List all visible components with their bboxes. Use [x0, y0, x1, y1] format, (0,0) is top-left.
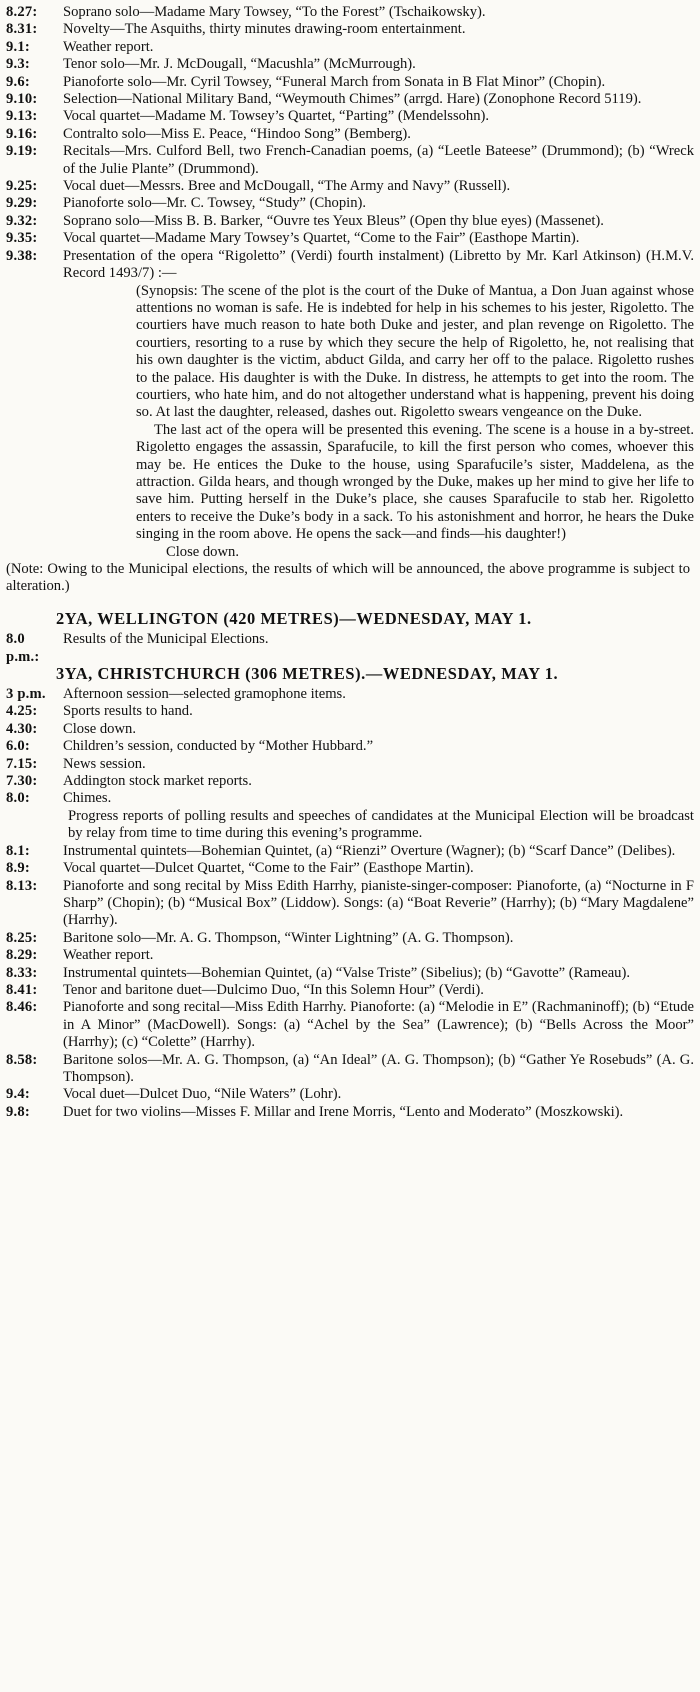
entry-time: 3 p.m.: [6, 686, 46, 703]
programme-entry: [6, 878, 694, 930]
entry-time: 8.9:: [6, 860, 30, 877]
programme-entry: [6, 860, 694, 877]
entry-description: Recitals—Mrs. Culford Bell, two French-Canadian poems, (a) “Leetle Bateese” (Drummond); (b) “Wreck of the Julie Plante” (Drummond).: [63, 143, 694, 177]
entry-time: 9.29:: [6, 195, 38, 212]
entry-time: 9.13:: [6, 108, 38, 125]
programme-list-1yac: [6, 4, 694, 283]
programme-entry: [6, 1104, 694, 1121]
entry-description: News session.: [63, 755, 146, 772]
programme-entry: [6, 686, 694, 703]
station-heading-2ya: 2YA, WELLINGTON (420 METRES)—WEDNESDAY, MAY 1.: [56, 608, 532, 628]
entry-time: 8.25:: [6, 929, 38, 946]
synopsis-paragraph-1: (Synopsis: The scene of the plot is the court of the Duke of Mantua, a Don Juan against whose attentions no woman is safe. He is indebted for help in his schemes to his jester, Rigoletto. The courtiers have much reason to hate both Duke and jester, and plan revenge on Rigoletto. The courtiers, resorting to a ruse by which they secure the help of Rigoletto, he, not realising that his own daughter is the victim, abduct Gilda, and carry her off to the palace. Rigoletto rushes to the palace. His daughter is with the Duke. In distress, he attempts to get into the room. The courtiers, who hate him, and do not altogether understand what is happening, prevent his doing so. At last the daughter, released, dashes out. Rigoletto swears vengeance on the Duke.: [136, 282, 694, 421]
entry-time: 4.30:: [6, 720, 38, 737]
programme-entry: [6, 56, 694, 73]
entry-description: Tenor solo—Mr. J. McDougall, “Macushla” (McMurrough).: [63, 56, 416, 73]
entry-description: Tenor and baritone duet—Dulcimo Duo, “In this Solemn Hour” (Verdi).: [63, 981, 484, 998]
entry-description: Afternoon session—selected gramophone items.: [63, 686, 346, 703]
programme-entry: [6, 4, 694, 21]
entry-description: Baritone solo—Mr. A. G. Thompson, “Winter Lightning” (A. G. Thompson).: [63, 929, 514, 946]
programme-entry: [6, 930, 694, 947]
entry-time: 9.3:: [6, 56, 30, 73]
close-down-line: Close down.: [166, 543, 239, 560]
programme-entry: [6, 1052, 694, 1087]
entry-description: Soprano solo—Miss B. B. Barker, “Ouvre tes Yeux Bleus” (Open thy blue eyes) (Massenet).: [63, 212, 604, 229]
entry-time: 9.10:: [6, 91, 38, 108]
entry-time: 8.58:: [6, 1051, 38, 1068]
entry-time: 9.19:: [6, 143, 38, 160]
entry-time: 8.1:: [6, 842, 30, 859]
entry-time: 9.25:: [6, 178, 38, 195]
entry-description: Pianoforte solo—Mr. C. Towsey, “Study” (Chopin).: [63, 195, 366, 212]
entry-description: Vocal quartet—Madame M. Towsey’s Quartet, “Parting” (Mendelssohn).: [63, 108, 490, 125]
entry-time: 6.0:: [6, 738, 30, 755]
entry-time: 9.16:: [6, 125, 38, 142]
programme-entry: [6, 982, 694, 999]
programme-entry: [6, 213, 694, 230]
entry-time: 9.4:: [6, 1086, 30, 1103]
entry-time: 7.15:: [6, 755, 38, 772]
progress-reports-notice: Progress reports of polling results and speeches of candidates at the Municipal Election will be broadcast by relay from time to time during this evening’s programme.: [68, 807, 694, 842]
entry-description: Addington stock market reports.: [63, 773, 252, 790]
entry-description: Instrumental quintets—Bohemian Quintet, (a) “Valse Triste” (Sibelius); (b) “Gavotte” (Rameau).: [63, 964, 630, 981]
entry-time: 8.33:: [6, 964, 38, 981]
programme-entry: [6, 143, 694, 178]
programme-entry: [6, 947, 694, 964]
entry-time: 9.6:: [6, 73, 30, 90]
programme-entry: [6, 195, 694, 212]
entry-time: 8.27:: [6, 4, 38, 20]
programme-entry: [6, 108, 694, 125]
entry-time: 7.30:: [6, 773, 38, 790]
entry-time: 8.46:: [6, 999, 38, 1016]
programme-entry: [6, 1086, 694, 1103]
entry-time: 8.29:: [6, 947, 38, 964]
entry-description: Baritone solos—Mr. A. G. Thompson, (a) “An Ideal” (A. G. Thompson); (b) “Gather Ye Rosebuds” (A. G. Thompson).: [63, 1051, 694, 1085]
programme-entry: [6, 738, 694, 755]
programme-entry: [6, 721, 694, 738]
entry-description: Presentation of the opera “Rigoletto” (Verdi) fourth instalment) (Libretto by Mr. Karl Atkinson) (H.M.V. Record 1493/7) :—: [63, 247, 694, 282]
entry-description: Selection—National Military Band, “Weymouth Chimes” (arrgd. Hare) (Zonophone Record 5119).: [63, 91, 642, 108]
programme-list-3ya-early: [6, 686, 694, 808]
entry-description: Vocal quartet—Madame Mary Towsey’s Quartet, “Come to the Fair” (Easthope Martin).: [63, 230, 580, 247]
entry-description: Close down.: [63, 720, 136, 737]
entry-description: Weather report.: [63, 38, 154, 55]
station-heading-3ya: 3YA, CHRISTCHURCH (306 METRES).—WEDNESDAY, MAY 1.: [56, 663, 559, 683]
programme-entry: [6, 230, 694, 247]
entry-description: Soprano solo—Madame Mary Towsey, “To the Forest” (Tschaikowsky).: [63, 4, 486, 20]
entry-time: 8.0:: [6, 790, 30, 807]
programme-entry: [6, 999, 694, 1051]
entry-description: Weather report.: [63, 947, 154, 964]
entry-description: Chimes.: [63, 790, 112, 807]
programme-entry: [6, 773, 694, 790]
entry-time: 8.0 p.m.:: [6, 631, 40, 665]
programme-entry: [6, 126, 694, 143]
entry-description: Duet for two violins—Misses F. Millar and Irene Morris, “Lento and Moderato” (Moszkowski).: [63, 1103, 624, 1120]
programme-list-3ya-evening: [6, 843, 694, 1122]
entry-description: Novelty—The Asquiths, thirty minutes drawing-room entertainment.: [63, 21, 466, 38]
entry-time: 8.41:: [6, 981, 38, 998]
entry-time: 9.1:: [6, 38, 30, 55]
entry-time: 4.25:: [6, 703, 38, 720]
entry-description: Results of the Municipal Elections.: [63, 631, 269, 648]
entry-description: Vocal duet—Messrs. Bree and McDougall, “The Army and Navy” (Russell).: [63, 178, 511, 195]
entry-description: Pianoforte solo—Mr. Cyril Towsey, “Funeral March from Sonata in B Flat Minor” (Chopin).: [63, 73, 606, 90]
programme-entry: [6, 91, 694, 108]
entry-description: Children’s session, conducted by “Mother Hubbard.”: [63, 738, 374, 755]
entry-description: Pianoforte and song recital by Miss Edith Harrhy, pianiste-singer-composer: Pianoforte, (a) “Nocturne in F Sharp” (Chopin); (b) “Musical Box” (Liddow). Songs: (a) “Boat Reverie” (Harrhy); (b) “Mary Magdalene” (Harrhy).: [63, 877, 694, 929]
programme-entry: [6, 756, 694, 773]
synopsis-paragraph-2: The last act of the opera will be presented this evening. The scene is a house in a by-street. Rigoletto engages the assassin, Sparafucile, to kill the first person who comes, whoever this may be. He entices the Duke to the house, using Sparafucile’s sister, Maddelena, as the attraction. Gilda hears, and though wronged by the Duke, makes up her mind to give her life to save him. Putting herself in the Duke’s place, she causes Sparafucile to stab her. Rigoletto enters to receive the Duke’s body in a sack. To his astonishment and horror, he hears the Duke singing in the room above. He opens the sack—and finds—his daughter!): [136, 421, 694, 543]
entry-time: 8.13:: [6, 877, 38, 894]
entry-time: 9.35:: [6, 230, 38, 247]
entry-time: 9.8:: [6, 1103, 30, 1120]
entry-description: Pianoforte and song recital—Miss Edith Harrhy. Pianoforte: (a) “Melodie in E” (Rachmaninoff); (b) “Etude in A Minor” (MacDowell). Songs: (a) “Achel by the Sea” (Lawrence); (b) “Bells Across the Moor” (Harrhy); (c) “Colette” (Harrhy).: [63, 999, 694, 1051]
entry-time: 9.32:: [6, 212, 38, 229]
rigoletto-synopsis: [6, 283, 694, 544]
programme-entry: [6, 21, 694, 38]
programme-note: (Note: Owing to the Municipal elections, the results of which will be announced, the above programme is subject to alteration.): [6, 561, 690, 595]
entry-time: 8.31:: [6, 21, 38, 38]
programme-entry: [6, 631, 694, 665]
entry-description: Vocal duet—Dulcet Duo, “Nile Waters” (Lohr).: [63, 1086, 342, 1103]
entry-description: Sports results to hand.: [63, 703, 193, 720]
programme-entry: [6, 703, 694, 720]
programme-entry: [6, 248, 694, 283]
programme-entry: [6, 843, 694, 860]
programme-list-2ya: [6, 631, 694, 665]
entry-description: Contralto solo—Miss E. Peace, “Hindoo Song” (Bemberg).: [63, 125, 411, 142]
programme-entry: [6, 790, 694, 807]
programme-entry: [6, 39, 694, 56]
entry-description: Vocal quartet—Dulcet Quartet, “Come to the Fair” (Easthope Martin).: [63, 860, 474, 877]
programme-entry: [6, 74, 694, 91]
programme-entry: [6, 965, 694, 982]
entry-time: 9.38:: [6, 247, 38, 264]
programme-entry: [6, 178, 694, 195]
entry-description: Instrumental quintets—Bohemian Quintet, (a) “Rienzi” Overture (Wagner); (b) “Scarf Dance” (Delibes).: [63, 842, 676, 859]
